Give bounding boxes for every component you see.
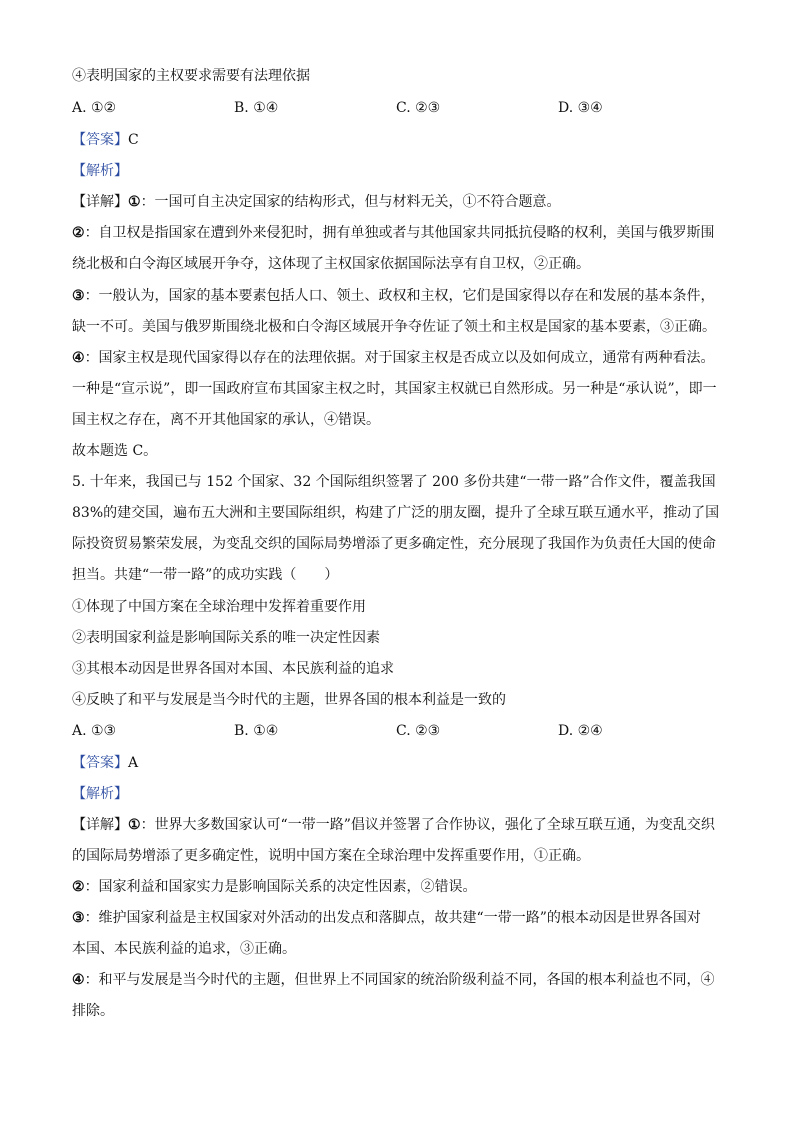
q4-option-a: A. ①② [72, 100, 117, 116]
q5-detail-line-7: 排除。 [72, 1003, 114, 1019]
q5-detail-line-4 [72, 908, 701, 928]
q4-detail-label: 【详解】 [72, 194, 128, 210]
q4-detail-marker-3: ③ [72, 288, 85, 304]
q5-statement-4: ④反映了和平与发展是当今时代的主题，世界各国的根本利益是一致的 [72, 692, 506, 708]
q5-option-b: B. ①④ [234, 723, 279, 739]
q5-stem-line-4: 担当。共建“一带一路”的成功实践（ ） [72, 567, 339, 583]
q5-stem-line-3: 际投资贸易繁荣发展，为变乱交织的国际局势增添了更多确定性，充分展现了我国作为负责任大国的使命 [72, 536, 716, 552]
q5-option-c: C. ②③ [396, 723, 441, 739]
q4-option-b: B. ①④ [234, 100, 279, 116]
q5-detail-line-3 [72, 877, 477, 897]
q4-detail-line-5: 缺一不可。美国与俄罗斯围绕北极和白令海区域展开争夺佐证了领土和主权是国家的基本要素，③正确。 [72, 319, 716, 335]
q5-stem-line-2: 83%的建交国，遍布五大洲和主要国际组织，构建了广泛的朋友圈，提升了全球互联互通水平，推动了国 [72, 505, 720, 521]
q4-detail-line-6 [72, 348, 715, 368]
q4-statement-4: ④表明国家的主权要求需要有法理依据 [72, 68, 310, 84]
q5-statement-2: ②表明国家利益是影响国际关系的唯一决定性因素 [72, 630, 380, 646]
q4-detail-line-4 [72, 286, 715, 306]
q4-detail-text-1: ：一国可自主决定国家的结构形式，但与材料无关，①不符合题意。 [140, 194, 561, 210]
q4-detail-marker-4: ④ [72, 350, 85, 366]
q4-option-c: C. ②③ [396, 100, 441, 116]
q5-detail-line-5: 本国、本民族利益的追求，③正确。 [72, 941, 296, 957]
q5-statement-1: ①体现了中国方案在全球治理中发挥着重要作用 [72, 599, 366, 615]
q5-stem-line-1: 5. 十年来，我国已与 152 个国家、32 个国际组织签署了 200 多份共建“一带一路”合作文件，覆盖我国 [72, 474, 716, 490]
q5-detail-line-6 [72, 970, 715, 990]
q5-answer-value: A [128, 755, 139, 771]
q5-detail-text-6: ：和平与发展是当今时代的主题，但世界上不同国家的统治阶级利益不同，各国的根本利益也不同，④ [84, 972, 715, 988]
q4-detail-marker-2: ② [72, 225, 85, 241]
q5-option-d: D. ②④ [558, 723, 603, 739]
q5-answer [72, 753, 138, 773]
q5-detail-label: 【详解】 [72, 817, 128, 833]
q4-answer-value: C [128, 132, 139, 148]
q5-detail-marker-4: ④ [72, 972, 85, 988]
q5-detail-marker-3: ③ [72, 910, 85, 926]
q5-answer-label: 【答案】 [72, 755, 128, 771]
q4-detail-line-7: 一种是“宣示说”，即一国政府宣布其国家主权之时，其国家主权就已自然形成。另一种是“承认说”，即一 [72, 381, 717, 397]
q5-detail-marker-1: ① [128, 817, 141, 833]
q5-options [72, 721, 722, 741]
q5-detail-text-3: ：国家利益和国家实力是影响国际关系的决定性因素，②错误。 [84, 879, 477, 895]
q5-detail-marker-2: ② [72, 879, 85, 895]
q5-statement-3: ③其根本动因是世界各国对本国、本民族利益的追求 [72, 661, 394, 677]
q4-detail-marker-1: ① [128, 194, 141, 210]
q4-detail-line-3: 绕北极和白令海区域展开争夺，这体现了主权国家依据国际法享有自卫权，②正确。 [72, 256, 590, 272]
q5-detail-text-4: ：维护国家利益是主权国家对外活动的出发点和落脚点，故共建“一带一路”的根本动因是世界各国对 [84, 910, 701, 926]
q5-option-a: A. ①③ [72, 723, 117, 739]
q4-detail-text-2: ：自卫权是指国家在遭到外来侵犯时，拥有单独或者与其他国家共同抵抗侵略的权利，美国与俄罗斯围 [84, 225, 715, 241]
q5-detail-line-1 [72, 815, 715, 835]
q4-options [72, 98, 722, 118]
q5-analysis-label: 【解析】 [72, 786, 128, 802]
q4-detail-line-2 [72, 223, 715, 243]
q4-analysis-label: 【解析】 [72, 163, 128, 179]
q4-detail-line-1 [72, 192, 561, 212]
q4-answer-label: 【答案】 [72, 132, 128, 148]
q4-detail-line-8: 国主权之存在，离不开其他国家的承认，④错误。 [72, 412, 380, 428]
q5-detail-text-1: ：世界大多数国家认可“一带一路”倡议并签署了合作协议，强化了全球互联互通，为变乱交织 [140, 817, 715, 833]
q4-answer [72, 130, 139, 150]
q4-detail-text-6: ：国家主权是现代国家得以存在的法理依据。对于国家主权是否成立以及如何成立，通常有两种看法。 [84, 350, 715, 366]
q4-conclusion: 故本题选 C。 [72, 443, 158, 459]
q5-detail-line-2: 的国际局势增添了更多确定性，说明中国方案在全球治理中发挥重要作用，①正确。 [72, 848, 590, 864]
q4-detail-text-4: ：一般认为，国家的基本要素包括人口、领土、政权和主权，它们是国家得以存在和发展的基本条件， [84, 288, 715, 304]
q4-option-d: D. ③④ [558, 100, 603, 116]
